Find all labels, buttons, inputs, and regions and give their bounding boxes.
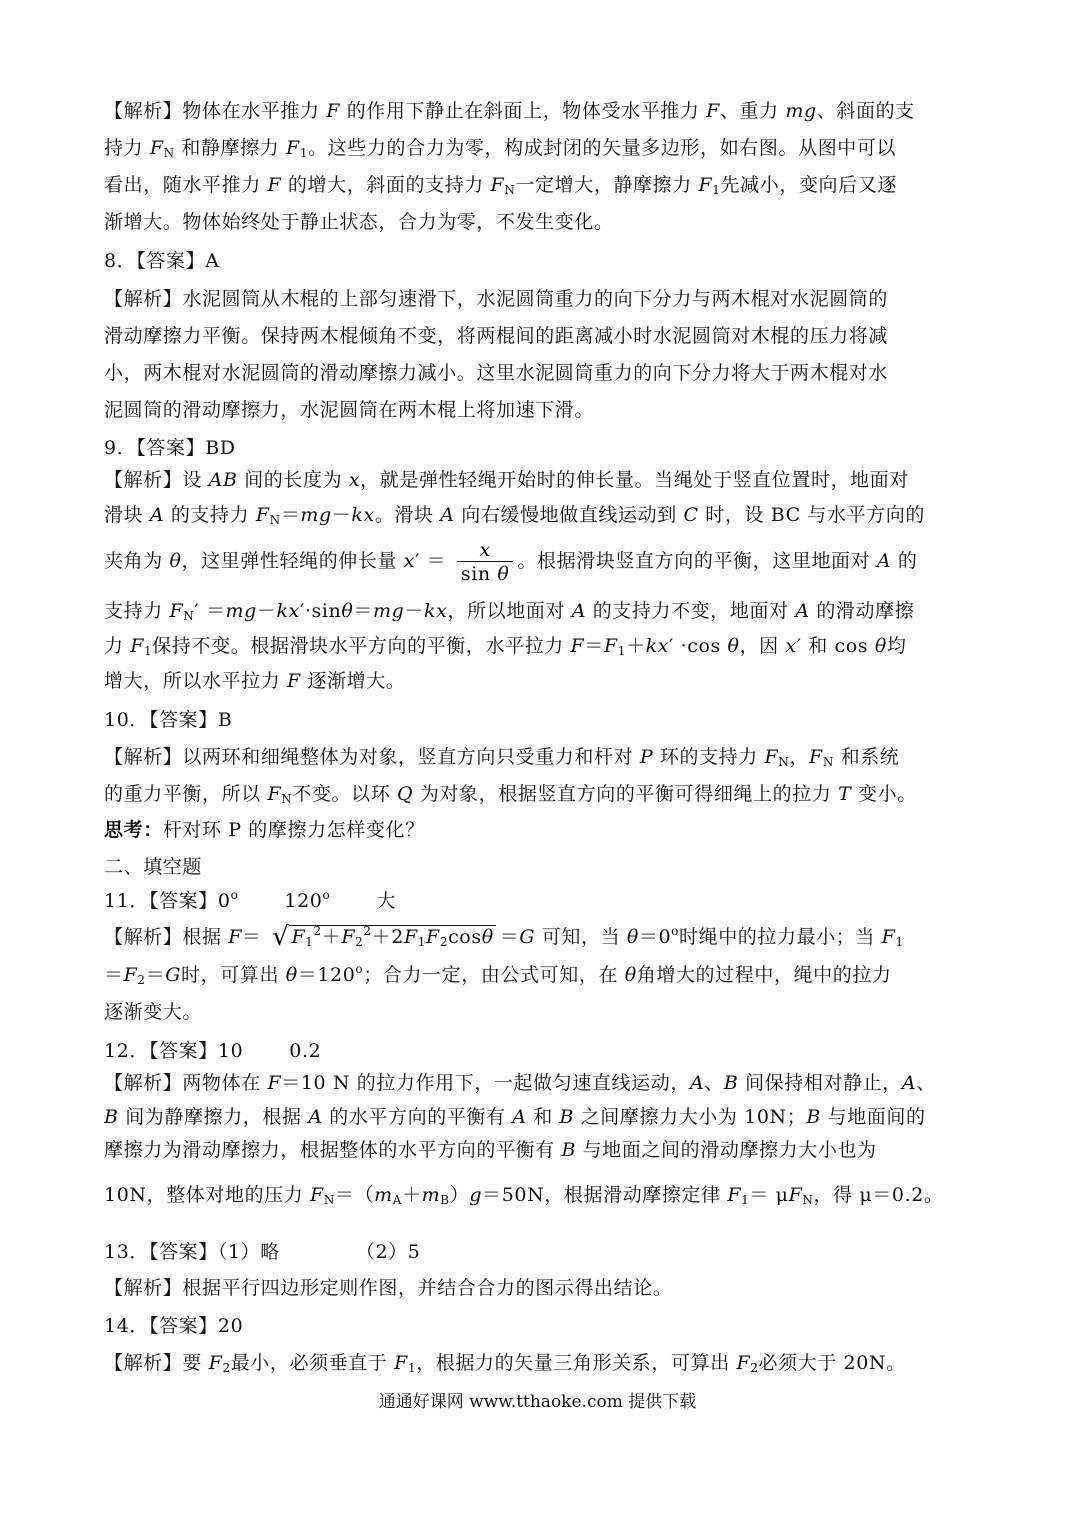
answer-heading-9: 9．【答案】BD xyxy=(104,437,236,459)
text-line: 力 $F_1$保持不变。根据滑块水平方向的平衡，水平拉力 $F=F_1+kx' \cdot\cos$ θ，因 x′ 和 cos θ均 xyxy=(104,635,907,658)
text-line: 【解析】水泥圆筒从木棍的上部匀速滑下，水泥圆筒重力的向下分力与两木棍对水泥圆筒的 xyxy=(104,288,889,310)
text-line: 【解析】根据平行四边形定则作图，并结合合力的图示得出结论。 xyxy=(104,1277,673,1299)
text-line: $=F_2=G$时，可算出 $\theta=120^o$；合力一定，由公式可知，在 θ角增大的过程中，绳中的拉力 xyxy=(104,962,892,987)
text-line: 逐渐变大。 xyxy=(104,1001,203,1023)
text-line: 【解析】物体在水平推力 F 的作用下静止在斜面上，物体受水平推力 F、重力 mg、斜面的支 xyxy=(104,100,915,122)
page-footer: 通通好课网 www.tthaoke.com 提供下载 xyxy=(378,1392,697,1412)
fraction: $\frac{x}{\text{sin θ}}$ xyxy=(457,539,514,586)
text-line: 【解析】设 AB 间的长度为 x，就是弹性轻绳开始时的伸长量。当绳处于竖直位置时，地面对 xyxy=(104,469,909,491)
answer-heading-14: 14．【答案】20 xyxy=(104,1315,244,1337)
square-root: √ $F_1^2+F_2^2+2F_1F_2\cos\theta$ xyxy=(272,922,494,952)
text-line: 滑块 A 的支持力 $F_N=mg-kx$。滑块 A 向右缓慢地做直线运动到 C 时，设 BC 与水平方向的 xyxy=(104,504,925,527)
text-line: 【解析】以两环和细绳整体为对象，竖直方向只受重力和杆对 P 环的支持力 $F_N$，$F_N$ 和系统 xyxy=(104,746,900,769)
text-line: 支持力 $F_N' =mg-kx'\cdot\sin\theta=mg-kx$，所以地面对 A 的支持力不变，地面对 A 的滑动摩擦 xyxy=(104,600,915,623)
text-line: 渐增大。物体始终处于静止状态，合力为零，不发生变化。 xyxy=(104,211,614,233)
text-line: 10N，整体对地的压力 $F_N=(m_A+m_B)g=50N$，根据滑动摩擦定律 $F_1= \mu F_N$，得 μ＝0.2。 xyxy=(104,1184,944,1207)
text-line: 【解析】两物体在 F＝10 N 的拉力作用下，一起做匀速直线运动，A、B 间保持相对静止，A、 xyxy=(104,1072,936,1094)
section-heading: 二、填空题 xyxy=(104,856,203,878)
text-line: 的重力平衡，所以 $F_N$不变。以环 Q 为对象，根据竖直方向的平衡可得细绳上的拉力 T 变小。 xyxy=(104,783,917,806)
text-line: 持力 $F_N$ 和静摩擦力 $F_1$。这些力的合力为零，构成封闭的矢量多边形，如右图。从图中可以 xyxy=(104,137,897,160)
text-line: 滑动摩擦力平衡。保持两木棍倾角不变，将两棍间的距离减小时水泥圆筒对木棍的压力将减 xyxy=(104,325,889,347)
text-line: 【解析】要 $F_2$最小，必须垂直于 $F_1$，根据力的矢量三角形关系，可算出 $F_2$必须大于 20N。 xyxy=(104,1352,906,1375)
answer-heading-13: 13．【答案】（1）略 （2）5 xyxy=(104,1241,421,1263)
text-line: 摩擦力为滑动摩擦力，根据整体的水平方向的平衡有 B 与地面之间的滑动摩擦力大小也为 xyxy=(104,1139,877,1161)
answer-heading-11: 11．【答案】0$^o$ 120$^o$ 大 xyxy=(104,888,396,912)
text-line: 增大，所以水平拉力 F 逐渐增大。 xyxy=(104,670,406,692)
text-line: 看出，随水平推力 F 的增大，斜面的支持力 $F_N$一定增大，静摩擦力 $F_1$先减小，变向后又逐 xyxy=(104,174,897,197)
text-line: 泥圆筒的滑动摩擦力，水泥圆筒在两木棍上将加速下滑。 xyxy=(104,399,595,421)
text-line: 思考：杆对环 P 的摩擦力怎样变化？ xyxy=(104,819,425,841)
text-line: 夹角为 θ，这里弹性轻绳的伸长量 x′ ＝ $\frac{x}{\text{sin θ}}$ 。根据滑块竖直方向的平衡，这里地面对 A 的 xyxy=(104,538,918,585)
text-line: B 间为静摩擦力，根据 A 的水平方向的平衡有 A 和 B 之间摩擦力大小为 10N；B 与地面间的 xyxy=(104,1106,926,1128)
answer-heading-12: 12．【答案】10 0.2 xyxy=(104,1040,322,1062)
text-line: 小，两木棍对水泥圆筒的滑动摩擦力减小。这里水泥圆筒重力的向下分力将大于两木棍对水 xyxy=(104,362,889,384)
answer-heading-8: 8．【答案】A xyxy=(104,250,220,272)
answer-heading-10: 10．【答案】B xyxy=(104,709,233,731)
text-line: 【解析】根据 F＝ √ $F_1^2+F_2^2+2F_1F_2\cos\theta =G$ 可知，当 $\theta=0^o$时绳中的拉力最小；当 $F_1$ xyxy=(104,922,904,952)
